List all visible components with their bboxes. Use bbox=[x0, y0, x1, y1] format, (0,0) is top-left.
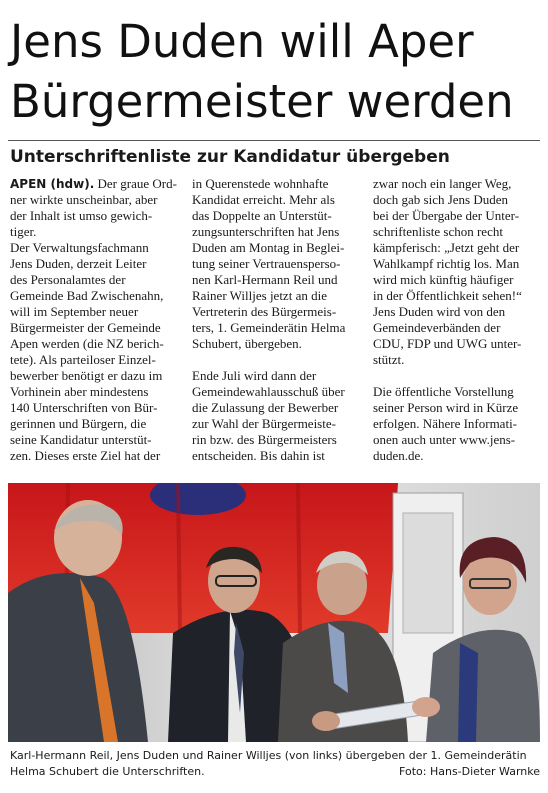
column-2-line: in Querenstede wohnhafte bbox=[192, 176, 329, 191]
column-3-line: kämpferisch: „Jetzt geht der bbox=[373, 240, 520, 255]
paragraph-gap bbox=[373, 368, 543, 384]
column-2-line: Schubert, übergeben. bbox=[192, 336, 302, 351]
column-1-line: Vorhinein aber mindestens bbox=[10, 384, 149, 399]
photo-caption bbox=[10, 748, 540, 780]
caption-line-1: Karl-Hermann Reil, Jens Duden und Rainer Willjes (von links) übergeben der 1. Gemeinderätin bbox=[10, 749, 527, 762]
photo-credit: Foto: Hans-Dieter Warnke bbox=[399, 765, 540, 778]
column-1-line: bewerber benötigt er dazu im bbox=[10, 368, 163, 383]
column-2-line: entscheiden. Bis dahin ist bbox=[192, 448, 325, 463]
column-1-line: will im September neuer bbox=[10, 304, 139, 319]
subheadline: Unterschriftenliste zur Kandidatur übergeben bbox=[10, 147, 450, 167]
headline bbox=[10, 12, 540, 132]
column-1-line: Der Verwaltungsfachmann bbox=[10, 240, 149, 255]
column-1-line: Jens Duden, derzeit Leiter bbox=[10, 256, 147, 271]
column-2-line: zur Wahl der Bürgermeiste- bbox=[192, 416, 336, 431]
column-1-line: tiger. bbox=[10, 224, 37, 239]
column-3-line: Wahlkampf richtig los. Man bbox=[373, 256, 520, 271]
column-1-line: der Inhalt ist umso gewich- bbox=[10, 208, 153, 223]
column-2-line: das Doppelte an Unterstüt- bbox=[192, 208, 332, 223]
column-2-line: Ende Juli wird dann der bbox=[192, 368, 317, 383]
column-3-line: erfolgen. Nähere Informati- bbox=[373, 416, 518, 431]
column-3-line: duden.de. bbox=[373, 448, 424, 463]
column-2-line: ters, 1. Gemeinderätin Helma bbox=[192, 320, 346, 335]
column-2-line: Rainer Willjes jetzt an die bbox=[192, 288, 327, 303]
headline-line-1: Jens Duden will Aper bbox=[10, 15, 474, 68]
column-2-line: Duden am Montag in Beglei- bbox=[192, 240, 345, 255]
column-1-line: ner wirkte unscheinbar, aber bbox=[10, 192, 158, 207]
window-pane bbox=[403, 513, 453, 633]
column-3-line: onen auch unter www.jens- bbox=[373, 432, 516, 447]
dateline: APEN (hdw). bbox=[10, 177, 95, 191]
column-3-line: Die öffentliche Vorstellung bbox=[373, 384, 514, 399]
column-1-first-line bbox=[10, 176, 180, 192]
column-3-line: bei der Übergabe der Unter- bbox=[373, 208, 520, 223]
photo-illustration bbox=[8, 483, 540, 742]
column-2-line: Kandidat erreicht. Mehr als bbox=[192, 192, 335, 207]
column-2-line: Gemeindewahlausschuß über bbox=[192, 384, 345, 399]
caption-line-2: Helma Schubert die Unterschriften. bbox=[10, 765, 205, 778]
column-3-line: wird mich künftig häufiger bbox=[373, 272, 514, 287]
column-1-line: tete). Als parteiloser Einzel- bbox=[10, 352, 156, 367]
column-3-line: seiner Person wird in Kürze bbox=[373, 400, 519, 415]
article-column-3 bbox=[373, 176, 543, 464]
column-3-line: Jens Duden wird von den bbox=[373, 304, 506, 319]
subhead-rule bbox=[8, 140, 540, 141]
column-3-line: CDU, FDP und UWG unter- bbox=[373, 336, 522, 351]
column-2-line: Vertreterin des Bürgermeis- bbox=[192, 304, 337, 319]
column-1-line: 140 Unterschriften von Bür- bbox=[10, 400, 158, 415]
column-2-line: tung seiner Vertrauensperso- bbox=[192, 256, 341, 271]
column-1-line: Bürgermeister der Gemeinde bbox=[10, 320, 161, 335]
headline-line-2: Bürgermeister werden bbox=[10, 75, 514, 128]
column-3-line: doch gab sich Jens Duden bbox=[373, 192, 509, 207]
column-1-line: Der graue Ord- bbox=[94, 176, 177, 191]
column-1-line: zen. Dieses erste Ziel hat der bbox=[10, 448, 161, 463]
article-column-2 bbox=[192, 176, 362, 464]
column-2-line: nen Karl-Hermann Reil und bbox=[192, 272, 338, 287]
article-column-1 bbox=[10, 176, 180, 464]
column-1-line: Apen werden (die NZ berich- bbox=[10, 336, 164, 351]
column-3-line: zwar noch ein langer Weg, bbox=[373, 176, 512, 191]
paragraph-gap bbox=[192, 352, 362, 368]
column-1-line: gerinnen und Bürgern, die bbox=[10, 416, 147, 431]
column-2-line: zungsunterschriften hat Jens bbox=[192, 224, 340, 239]
column-3-line: Gemeindeverbänden der bbox=[373, 320, 501, 335]
column-3-line: stützt. bbox=[373, 352, 405, 367]
article-photo bbox=[8, 483, 540, 742]
column-3-line: in der Öffentlichkeit sehen!“ bbox=[373, 288, 522, 303]
column-1-line: Gemeinde Bad Zwischenahn, bbox=[10, 288, 164, 303]
column-3-line: schriftenliste schon recht bbox=[373, 224, 503, 239]
column-2-line: rin bzw. des Bürgermeisters bbox=[192, 432, 337, 447]
column-1-line: seine Kandidatur unterstüt- bbox=[10, 432, 152, 447]
column-1-line: des Personalamtes der bbox=[10, 272, 126, 287]
column-2-line: die Zulassung der Bewerber bbox=[192, 400, 339, 415]
